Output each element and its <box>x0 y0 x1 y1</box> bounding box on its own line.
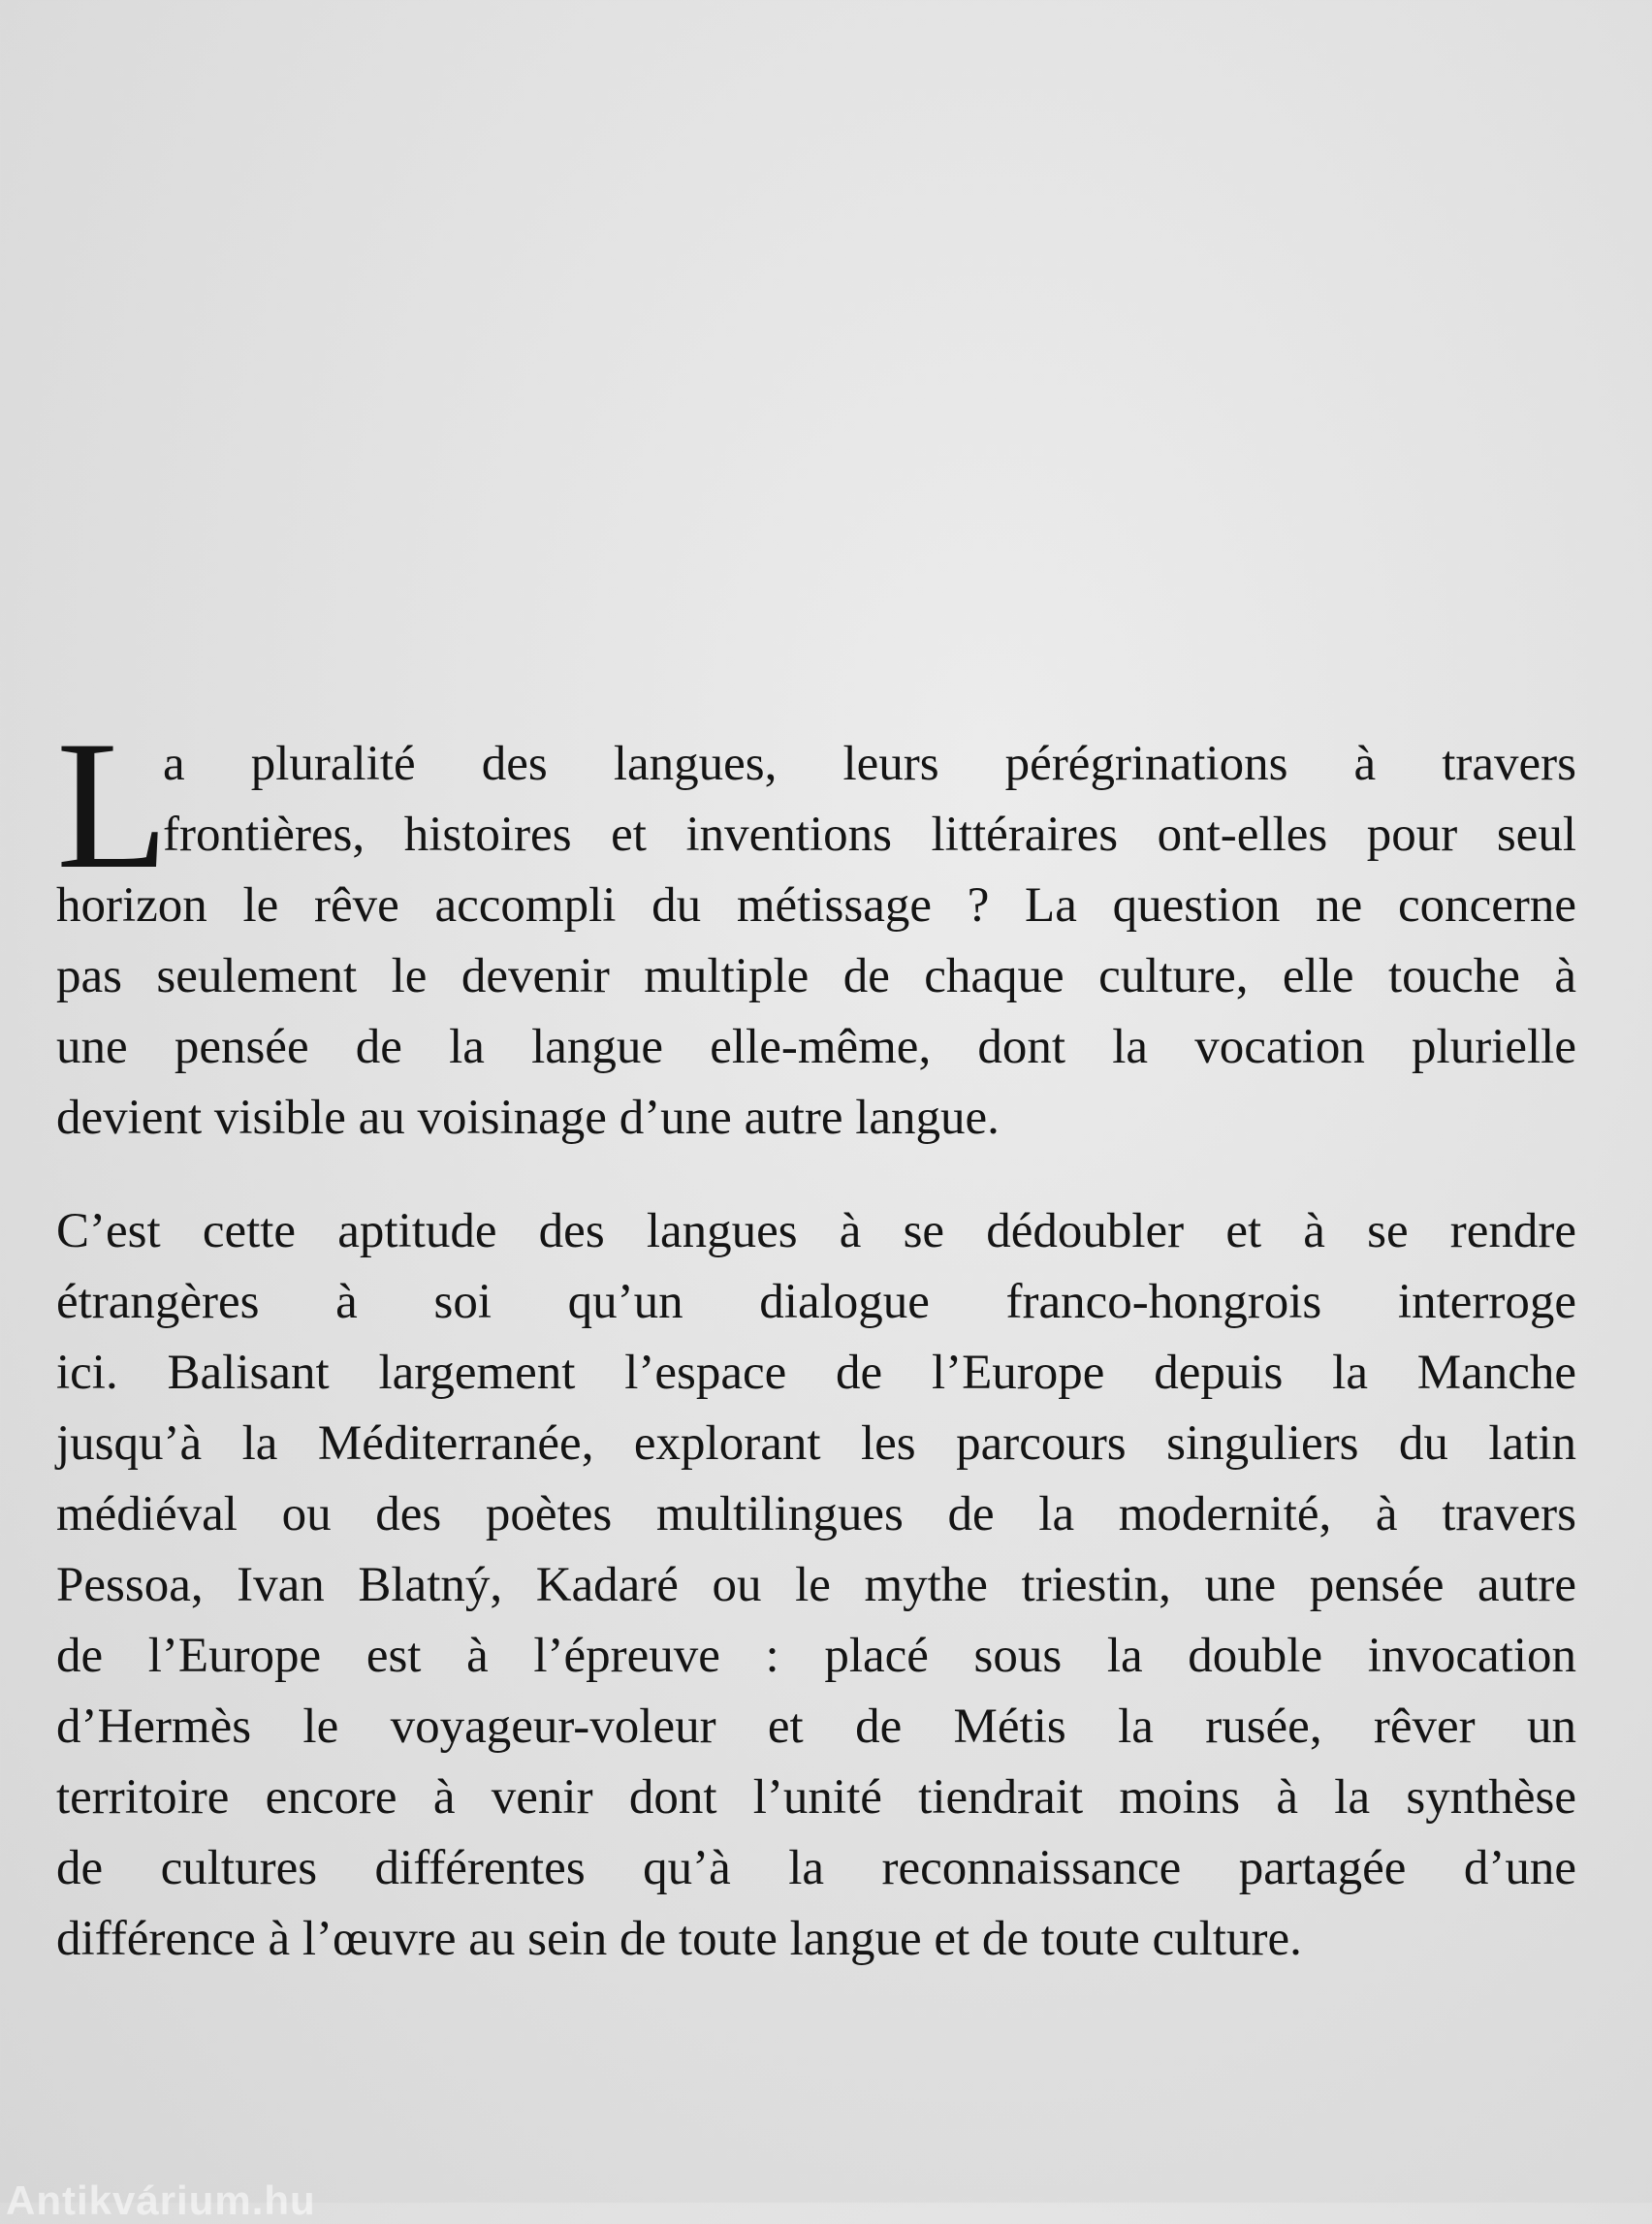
paragraph-spacer <box>56 1154 1576 1196</box>
text-line: médiéval ou des poètes multilingues de la modernité, à travers <box>56 1487 1576 1541</box>
paragraph-1 <box>56 704 1576 1154</box>
text-line: horizon le rêve accompli du métissage ? La question ne concerne <box>56 878 1576 933</box>
watermark: Antikvárium.hu <box>6 2177 316 2223</box>
text-line: territoire encore à venir dont l’unité tiendrait moins à la synthèse <box>56 1770 1576 1825</box>
text-line: pas seulement le devenir multiple de chaque culture, elle touche à <box>56 949 1576 1003</box>
text-line: Pessoa, Ivan Blatný, Kadaré ou le mythe triestin, une pensée autre <box>56 1558 1576 1612</box>
text-line: différence à l’œuvre au sein de toute langue et de toute culture. <box>56 1912 1302 1966</box>
text-line: C’est cette aptitude des langues à se dédoubler et à se rendre <box>56 1204 1576 1258</box>
text-line: frontières, histoires et inventions littéraires ont-elles pour seul <box>163 808 1576 862</box>
text-line: d’Hermès le voyageur-voleur et de Métis la rusée, rêver un <box>56 1700 1576 1754</box>
text-line: a pluralité des langues, leurs pérégrinations à travers <box>163 737 1576 791</box>
text-line: devient visible au voisinage d’une autre langue. <box>56 1091 1000 1145</box>
text-line: de cultures différentes qu’à la reconnaissance partagée d’une <box>56 1841 1576 1895</box>
blurb-text <box>56 704 1576 1975</box>
paragraph-2 <box>56 1196 1576 1975</box>
text-line: étrangères à soi qu’un dialogue franco-hongrois interroge <box>56 1275 1576 1329</box>
text-line: une pensée de la langue elle-même, dont la vocation plurielle <box>56 1020 1576 1074</box>
text-line: de l’Europe est à l’épreuve : placé sous la double invocation <box>56 1629 1576 1683</box>
drop-cap: L <box>56 704 170 907</box>
text-line: ici. Balisant largement l’espace de l’Europe depuis la Manche <box>56 1346 1576 1400</box>
text-line: jusqu’à la Méditerranée, explorant les parcours singuliers du latin <box>56 1416 1576 1471</box>
